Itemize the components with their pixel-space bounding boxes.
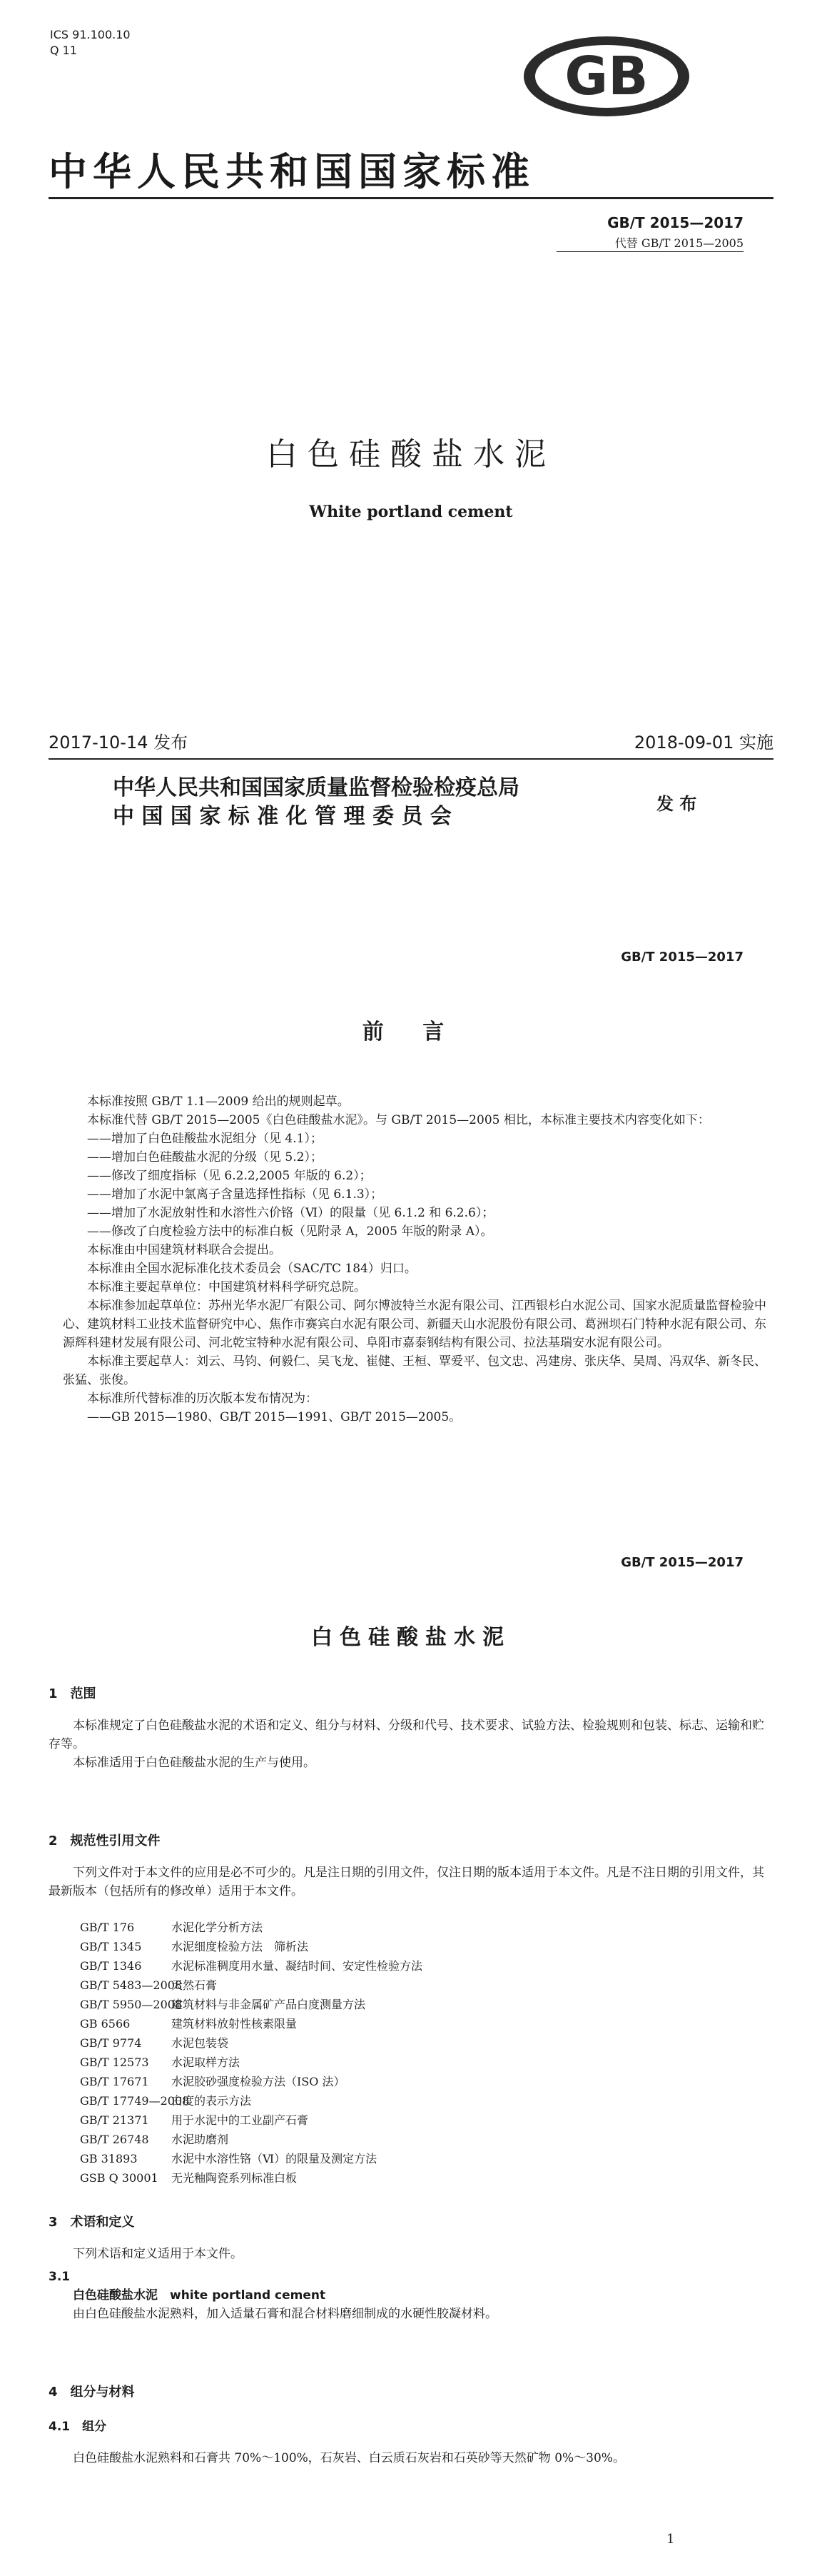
reference-name: 水泥助磨剂 bbox=[171, 2133, 229, 2146]
reference-code: GB/T 5950—2008 bbox=[80, 1998, 183, 2011]
preface-paragraph: 本标准参加起草单位：苏州光华水泥厂有限公司、阿尔博波特兰水泥有限公司、江西银杉白水泥公司、国家水泥质量监督检验中心、建筑材料工业技术监督研究中心、焦作市赛宾白水泥有限公司、新疆天山水泥股份有限公司、葛洲坝石门特种水泥有限公司、东源辉科建材发展有限公司、河北乾宝特种水泥有限公司、阜阳市嘉泰钢结构有限公司、拉法基瑞安水泥有限公司。 bbox=[63, 1299, 766, 1350]
reference-name: 建筑材料与非金属矿产品白度测量方法 bbox=[171, 1998, 366, 2011]
gb-logo-text: GB bbox=[564, 46, 649, 107]
document-title-en: White portland cement bbox=[309, 503, 513, 521]
publish-label: 发 布 bbox=[656, 794, 697, 814]
section-heading: 1 范围 bbox=[49, 1686, 96, 1701]
change-item: ——修改了细度指标（见 6.2.2,2005 年版的 6.2）； bbox=[87, 1169, 372, 1183]
cover-bottom-rule bbox=[49, 758, 773, 760]
section-heading: 4 组分与材料 bbox=[49, 2385, 135, 2400]
reference-name: 水泥标准稠度用水量、凝结时间、安定性检验方法 bbox=[171, 1959, 423, 1973]
standard-number-rule bbox=[557, 251, 744, 252]
reference-code: GB/T 17671 bbox=[80, 2075, 149, 2088]
reference-code: GB/T 9774 bbox=[80, 2036, 142, 2050]
reference-name: 用于水泥中的工业副产石膏 bbox=[171, 2113, 309, 2127]
ics-code: ICS 91.100.10 bbox=[50, 28, 131, 41]
issue-date: 2017-10-14 发布 bbox=[49, 733, 188, 753]
reference-item bbox=[80, 1918, 422, 1937]
reference-name: 水泥胶砂强度检验方法（ISO 法） bbox=[171, 2075, 345, 2088]
reference-name: 白度的表示方法 bbox=[171, 2094, 252, 2108]
section-paragraph: 本标准规定了白色硅酸盐水泥的术语和定义、组分与材料、分级和代号、技术要求、试验方法、检验规则和包装、标志、运输和贮存等。 bbox=[49, 1719, 764, 1751]
reference-code: GB/T 176 bbox=[80, 1921, 135, 1934]
reference-name: 水泥取样方法 bbox=[171, 2056, 240, 2069]
section-paragraph: 本标准适用于白色硅酸盐水泥的生产与使用。 bbox=[73, 1756, 315, 1770]
reference-code: GB/T 12573 bbox=[80, 2056, 149, 2069]
preface-paragraph: ——GB 2015—1980、GB/T 2015—1991、GB/T 2015—2005。 bbox=[87, 1410, 462, 1424]
issuing-org-sac: 中 国 国 家 标 准 化 管 理 委 员 会 bbox=[113, 804, 452, 829]
section-paragraph: 下列文件对于本文件的应用是必不可少的。凡是注日期的引用文件，仅注日期的版本适用于本文件。凡是不注日期的引用文件，其最新版本（包括所有的修改单）适用于本文件。 bbox=[49, 1866, 764, 1898]
preface-paragraph: 本标准按照 GB/T 1.1—2009 给出的规则起草。 bbox=[87, 1095, 350, 1109]
preface-paragraph: 本标准主要起草人：刘云、马钧、何毅仁、吴飞龙、崔健、王桓、覃爱平、包文忠、冯建房、张庆华、吴周、冯双华、新冬民、张猛、张俊。 bbox=[63, 1354, 766, 1387]
reference-code: GB 6566 bbox=[80, 2017, 131, 2031]
section-1 bbox=[49, 1685, 769, 1772]
reference-item bbox=[80, 2053, 422, 2072]
preface-paragraph: 本标准所代替标准的历次版本发布情况为： bbox=[87, 1392, 318, 1406]
gb-logo bbox=[521, 34, 692, 119]
change-item: ——修改了白度检验方法中的标准白板（见附录 A，2005 年版的附录 A）。 bbox=[87, 1224, 493, 1239]
change-item: ——增加了白色硅酸盐水泥组分（见 4.1）； bbox=[87, 1132, 323, 1146]
reference-item bbox=[80, 1995, 422, 2014]
reference-code: GB/T 5483—2008 bbox=[80, 1978, 183, 1992]
body-title: 白色硅酸盐水泥 bbox=[311, 1625, 511, 1650]
section-paragraph: 下列术语和定义适用于本文件。 bbox=[73, 2247, 243, 2261]
section-paragraph: 白色硅酸盐水泥熟料和石膏共 70%～100%，石灰岩、白云质石灰岩和石英砂等天然矿物 0%～30%。 bbox=[73, 2451, 625, 2465]
normative-references bbox=[80, 1918, 422, 2188]
preface-paragraph: 本标准主要起草单位：中国建筑材料科学研究总院。 bbox=[87, 1280, 366, 1294]
reference-item bbox=[80, 1956, 422, 1976]
reference-item bbox=[80, 2149, 422, 2168]
reference-item bbox=[80, 2130, 422, 2149]
reference-item bbox=[80, 2033, 422, 2053]
reference-item bbox=[80, 2091, 422, 2110]
reference-name: 建筑材料放射性核素限量 bbox=[171, 2017, 298, 2031]
reference-name: 水泥细度检验方法 筛析法 bbox=[171, 1940, 309, 1953]
preface-paragraph: 本标准由中国建筑材料联合会提出。 bbox=[87, 1243, 281, 1257]
implementation-date: 2018-09-01 实施 bbox=[634, 733, 773, 753]
term-definition: 由白色硅酸盐水泥熟料，加入适量石膏和混合材料磨细制成的水硬性胶凝材料。 bbox=[73, 2307, 497, 2321]
preface-title: 前 言 bbox=[362, 1020, 460, 1045]
reference-item bbox=[80, 2110, 422, 2130]
body-header-code: GB/T 2015—2017 bbox=[621, 1555, 744, 1570]
reference-code: GB 31893 bbox=[80, 2152, 138, 2165]
section-heading: 2 规范性引用文件 bbox=[49, 1833, 161, 1848]
preface-text bbox=[63, 1092, 769, 1427]
reference-item bbox=[80, 2168, 422, 2188]
classification-codes bbox=[50, 27, 131, 59]
change-item: ——增加了水泥放射性和水溶性六价铬（Ⅵ）的限量（见 6.1.2 和 6.2.6）； bbox=[87, 1206, 494, 1220]
national-standard-title: 中华人民共和国国家标准 bbox=[49, 149, 535, 194]
reference-name: 天然石膏 bbox=[171, 1978, 218, 1992]
reference-code: GB/T 1345 bbox=[80, 1940, 142, 1953]
reference-item bbox=[80, 1976, 422, 1995]
cover-top-rule bbox=[49, 197, 773, 199]
reference-name: 水泥包装袋 bbox=[171, 2036, 229, 2050]
reference-code: GB/T 17749—2008 bbox=[80, 2094, 190, 2108]
reference-item bbox=[80, 2072, 422, 2091]
reference-name: 无光釉陶瓷系列标准白板 bbox=[171, 2171, 298, 2185]
reference-name: 水泥中水溶性铬（Ⅵ）的限量及测定方法 bbox=[171, 2152, 377, 2165]
issuing-organizations bbox=[113, 774, 519, 831]
section-heading: 3 术语和定义 bbox=[49, 2215, 135, 2230]
section-3 bbox=[49, 2213, 769, 2323]
reference-code: GSB Q 30001 bbox=[80, 2171, 158, 2185]
page-number: 1 bbox=[666, 2532, 675, 2547]
reference-item bbox=[80, 1937, 422, 1956]
term-number: 3.1 bbox=[49, 2270, 71, 2284]
change-item: ——增加白色硅酸盐水泥的分级（见 5.2）； bbox=[87, 1150, 323, 1164]
document-title-cn: 白色硅酸盐水泥 bbox=[266, 436, 556, 473]
preface-header-code: GB/T 2015—2017 bbox=[621, 950, 744, 965]
issuing-org-aqsiq: 中华人民共和国国家质量监督检验检疫总局 bbox=[113, 775, 519, 800]
term-heading: 白色硅酸盐水泥 white portland cement bbox=[73, 2288, 326, 2303]
replaces-standard: 代替 GB/T 2015—2005 bbox=[614, 236, 744, 250]
preface-paragraph: 本标准由全国水泥标准化技术委员会（SAC/TC 184）归口。 bbox=[87, 1262, 417, 1276]
section-4 bbox=[49, 2383, 769, 2467]
reference-name: 水泥化学分析方法 bbox=[171, 1921, 263, 1934]
reference-code: GB/T 26748 bbox=[80, 2133, 149, 2146]
ccs-code: Q 11 bbox=[50, 44, 78, 57]
standard-number: GB/T 2015—2017 bbox=[607, 214, 744, 231]
section-2 bbox=[49, 1832, 769, 1901]
preface-paragraph: 本标准代替 GB/T 2015—2005《白色硅酸盐水泥》。与 GB/T 2015—2005 相比，本标准主要技术内容变化如下： bbox=[87, 1113, 710, 1127]
reference-item bbox=[80, 2014, 422, 2033]
change-item: ——增加了水泥中氯离子含量选择性指标（见 6.1.3）； bbox=[87, 1187, 383, 1202]
reference-code: GB/T 21371 bbox=[80, 2113, 149, 2127]
subsection-heading: 4.1 组分 bbox=[49, 2420, 107, 2434]
reference-code: GB/T 1346 bbox=[80, 1959, 142, 1973]
